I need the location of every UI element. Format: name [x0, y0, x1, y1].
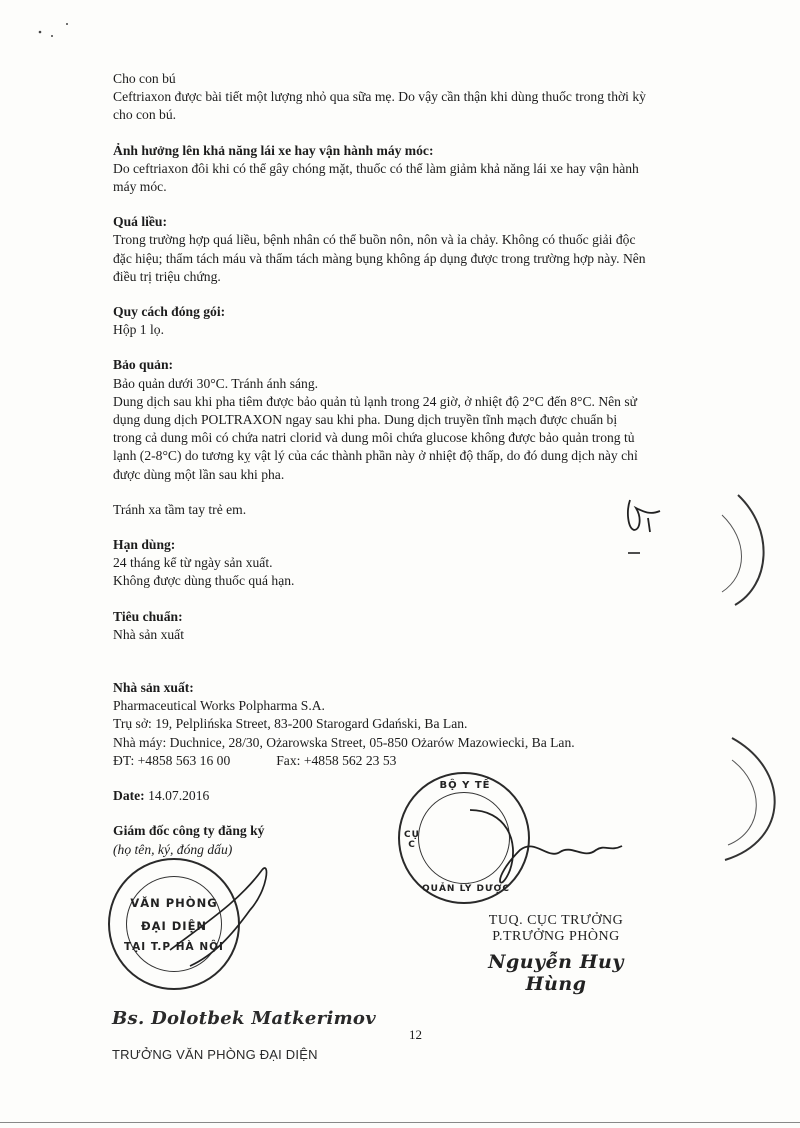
- body-line: được dùng một lần sau khi pha.: [113, 466, 285, 482]
- body-line: Trong trường hợp quá liều, bệnh nhân có thể buồn nôn, nôn và ỉa chảy. Không có thuốc giải độc: [113, 232, 636, 248]
- body-line: máy móc.: [113, 179, 167, 195]
- manufacturer-fax: Fax: +4858 562 23 53: [276, 752, 397, 768]
- stamp-line: TẠI T.P HÀ NỘI: [124, 941, 224, 953]
- director-signature: [170, 868, 266, 966]
- approval-line1: TUQ. CỤC TRƯỞNG: [488, 913, 624, 928]
- page-number: 12: [409, 1027, 422, 1042]
- section-heading: Ảnh hưởng lên khả năng lái xe hay vận hành máy móc:: [113, 142, 434, 158]
- body-line: lạnh (2-8°C) do tương kỵ vật lý của các thành phần này ở nhiệt độ thấp, do đó dung dịch này chỉ: [113, 448, 638, 464]
- body-line: Không được dùng thuốc quá hạn.: [113, 573, 295, 589]
- section-heading: Cho con bú: [113, 71, 176, 86]
- director-note: (họ tên, ký, đóng dấu): [113, 841, 233, 857]
- section-heading: Hạn dùng:: [113, 537, 176, 553]
- scan-dot: [51, 35, 53, 37]
- partial-stamp-arc: [722, 515, 742, 592]
- partial-stamp-arc: [728, 760, 756, 845]
- manufacturer-name: Pharmaceutical Works Polpharma S.A.: [113, 698, 325, 714]
- stamp-line: ĐẠI DIỆN: [140, 919, 208, 933]
- body-line: 24 tháng kể từ ngày sản xuất.: [113, 555, 273, 571]
- partial-stamp-arc: [735, 495, 764, 605]
- manufacturer-hq: Trụ sở: 19, Pelplińska Street, 83-200 Starogard Gdański, Ba Lan.: [113, 716, 468, 732]
- approval-line2: P.TRƯỞNG PHÒNG: [492, 929, 620, 944]
- body-line: Dung dịch sau khi pha tiêm được bảo quản tủ lạnh trong 24 giờ, ở nhiệt độ 2°C đến 8°C. Nên sử: [113, 393, 638, 409]
- body-line: điều trị triệu chứng.: [113, 268, 221, 284]
- body-line: cho con bú.: [113, 107, 177, 123]
- body-line: đặc hiệu; thẩm tách máu và thẩm tách màng bụng không áp dụng được trong trường hợp này. Nên: [113, 250, 646, 266]
- manufacturer-plant: Nhà máy: Duchnice, 28/30, Ożarowska Street, 05-850 Ożarów Mazowiecki, Ba Lan.: [113, 734, 575, 750]
- initials-signature: [628, 500, 660, 532]
- body-line: Tránh xa tầm tay trẻ em.: [113, 501, 247, 517]
- section-heading: Nhà sản xuất:: [113, 680, 194, 696]
- section-heading: Quy cách đóng gói:: [113, 304, 226, 320]
- approval-signature: [470, 810, 622, 883]
- stamp-bottom-text: QUẢN LÝ DƯỢC: [421, 884, 511, 894]
- section-heading: Tiêu chuẩn:: [113, 608, 183, 624]
- date-label: Date:: [113, 788, 145, 804]
- body-line: trong cả dung môi có chứa natri clorid và dung môi chứa glucose không được bảo quản trong tủ: [113, 430, 635, 446]
- section-heading: Bảo quản:: [113, 357, 174, 373]
- body-line: dụng dung dịch POLTRAXON ngay sau khi pha. Dung dịch truyền tĩnh mạch được chuẩn bị: [113, 412, 618, 428]
- body-line: Do ceftriaxon đôi khi có thể gây chóng mặt, thuốc có thể làm giảm khả năng lái xe hay vận hành: [113, 160, 639, 176]
- representative-title: TRƯỞNG VĂN PHÒNG ĐẠI DIỆN: [112, 1047, 318, 1062]
- stamp-left-text: CỤC: [404, 830, 420, 850]
- approval-name: Nguyễn Huy Hùng: [488, 951, 624, 995]
- stamp-line: VĂN PHÒNG: [130, 896, 218, 910]
- scan-dot: [39, 31, 42, 34]
- representative-signature: Bs. Dolotbek Matkerimov: [112, 1008, 376, 1029]
- scan-dot: [66, 23, 68, 25]
- bottom-rule: [0, 1122, 800, 1123]
- body-line: Ceftriaxon được bài tiết một lượng nhỏ qua sữa mẹ. Do vậy cần thận khi dùng thuốc trong thời kỳ: [113, 89, 646, 105]
- body-line: Bảo quản dưới 30°C. Tránh ánh sáng.: [113, 375, 319, 391]
- body-line: Hộp 1 lọ.: [113, 322, 164, 338]
- stamp-top-text: BỘ Y TẾ: [439, 780, 491, 791]
- section-heading: Quá liều:: [113, 214, 168, 230]
- director-heading: Giám đốc công ty đăng ký: [113, 823, 265, 839]
- partial-stamp-arc: [725, 738, 775, 860]
- manufacturer-phone: ĐT: +4858 563 16 00: [113, 752, 231, 768]
- body-line: Nhà sản xuất: [113, 626, 184, 642]
- date-value: 14.07.2016: [148, 788, 210, 804]
